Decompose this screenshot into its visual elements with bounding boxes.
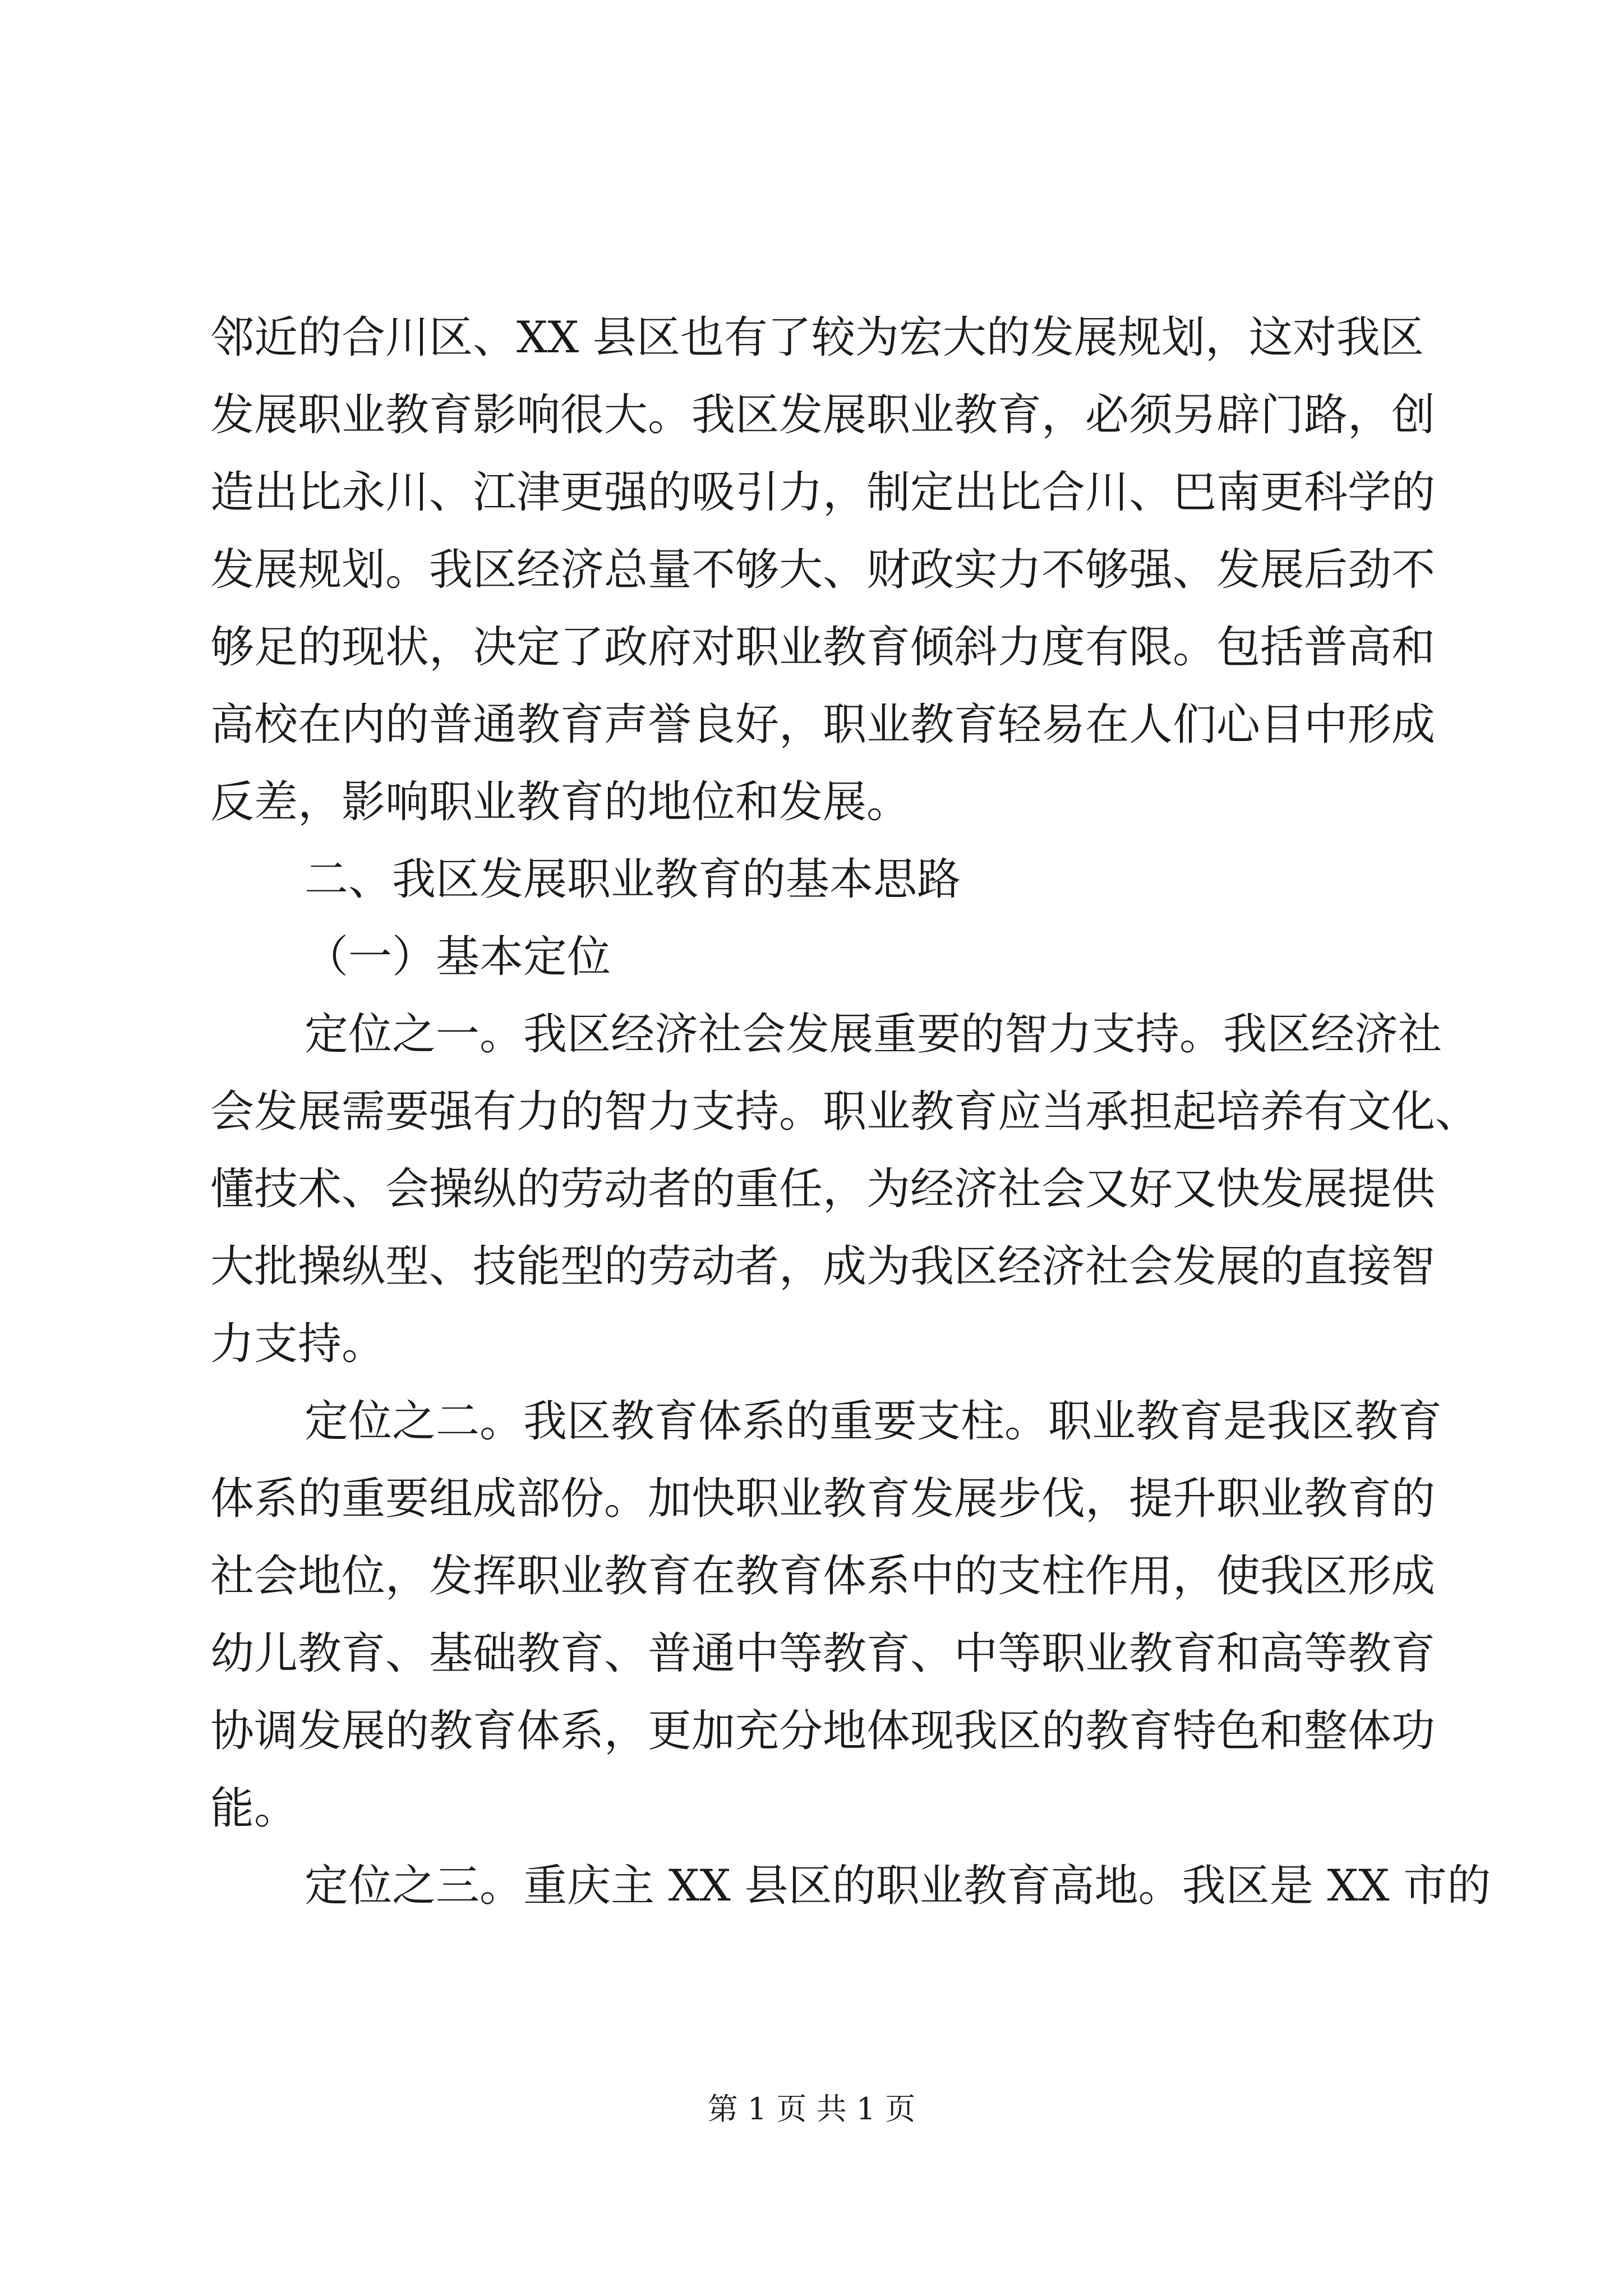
- body-text-line: 幼儿教育、基础教育、普通中等教育、中等职业教育和高等教育: [210, 1628, 1436, 1679]
- subsection-heading: （一）基本定位: [305, 932, 611, 982]
- body-text-line: 发展规划。我区经济总量不够大、财政实力不够强、发展后劲不: [210, 545, 1436, 595]
- body-text-line: 大批操纵型、技能型的劳动者，成为我区经济社会发展的直接智: [210, 1241, 1436, 1292]
- body-text-line: 够足的现状，决定了政府对职业教育倾斜力度有限。包括普高和: [210, 622, 1436, 673]
- body-text-line: 体系的重要组成部份。加快职业教育发展步伐，提升职业教育的: [210, 1474, 1436, 1524]
- body-text-line: 社会地位，发挥职业教育在教育体系中的支柱作用，使我区形成: [210, 1551, 1436, 1602]
- body-text-line: 力支持。: [210, 1319, 386, 1369]
- section-heading: 二、我区发展职业教育的基本思路: [305, 854, 961, 905]
- body-text-line: 懂技术、会操纵的劳动者的重任，为经济社会又好又快发展提供: [210, 1164, 1436, 1214]
- body-text-line: 高校在内的普通教育声誉良好，职业教育轻易在人们心目中形成: [210, 700, 1436, 750]
- body-text-line: 定位之三。重庆主 XX 县区的职业教育高地。我区是 XX 市的: [305, 1861, 1491, 1911]
- body-text-line: 发展职业教育影响很大。我区发展职业教育，必须另辟门路，创: [210, 390, 1436, 440]
- page-footer: 第 1 页 共 1 页: [707, 2091, 916, 2127]
- body-text-line: 造出比永川、江津更强的吸引力，制定出比合川、巴南更科学的: [210, 467, 1436, 518]
- body-text-line: 能。: [210, 1783, 298, 1834]
- body-text-line: 定位之一。我区经济社会发展重要的智力支持。我区经济社: [305, 1009, 1442, 1060]
- body-text-line: 协调发展的教育体系，更加充分地体现我区的教育特色和整体功: [210, 1706, 1436, 1756]
- body-text-line: 反差，影响职业教育的地位和发展。: [210, 777, 911, 827]
- body-text-line: 会发展需要强有力的智力支持。职业教育应当承担起培养有文化、: [210, 1087, 1479, 1137]
- body-text-line: 邻近的合川区、XX 县区也有了较为宏大的发展规划，这对我区: [210, 312, 1424, 363]
- body-text-line: 定位之二。我区教育体系的重要支柱。职业教育是我区教育: [305, 1396, 1442, 1447]
